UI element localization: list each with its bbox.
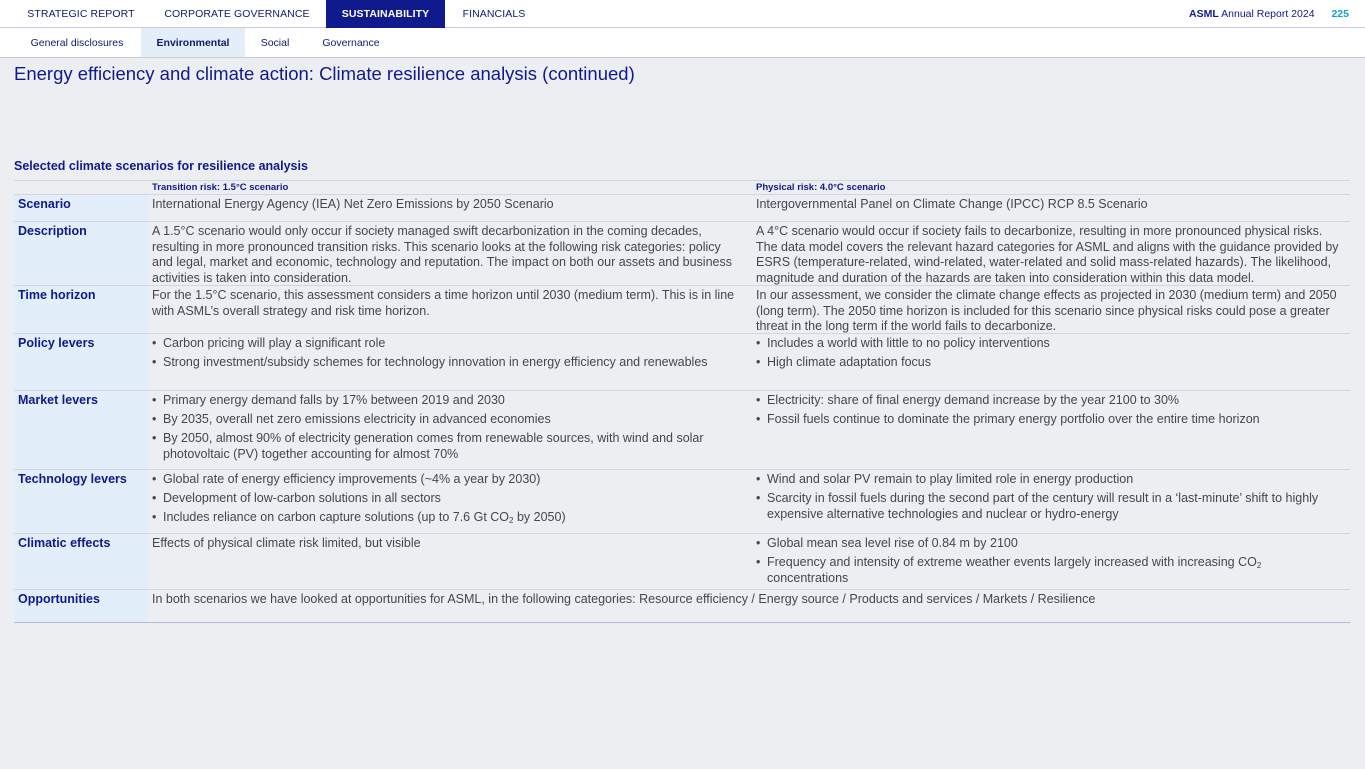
sub-navigation (0, 28, 1365, 58)
table-row-climatic-effects (14, 534, 1350, 590)
row-label: Climatic effects (14, 534, 149, 589)
weather-text: Frequency and intensity of extreme weather events largely increased with increasing CO (767, 555, 1257, 569)
list-item: • Fossil fuels continue to dominate the primary energy portfolio over the entire time horizon (756, 412, 1346, 428)
list-item: • By 2035, overall net zero emissions electricity in advanced economies (152, 412, 742, 428)
ccs-text-end: by 2050) (513, 510, 566, 524)
report-info (1189, 0, 1349, 29)
row-label: Time horizon (14, 286, 149, 333)
list-item: • High climate adaptation focus (756, 355, 1346, 371)
subtab-social[interactable]: Social (260, 37, 290, 49)
cell-transition: Effects of physical climate risk limited, but visible (152, 536, 421, 550)
cell-transition: International Energy Agency (IEA) Net Zero Emissions by 2050 Scenario (152, 197, 554, 211)
table-row-technology-levers (14, 470, 1350, 534)
list-item: • Wind and solar PV remain to play limited role in energy production (756, 472, 1346, 488)
cell-physical (756, 334, 1346, 374)
table-header (14, 180, 1350, 195)
cell-physical: A 4°C scenario would occur if society fails to decarbonize, resulting in more pronounced physical risks. The data model covers the relevant hazard categories for ASML and aligns with the guidance provided by ESRS (temperature-related, wind-related, water-related and solid mass-related hazards). The likelihood, magnitude and duration of the hazards are taken into consideration within this data model. (756, 224, 1339, 285)
brand-name: ASML (1189, 8, 1219, 20)
co2-subscript: 2 (509, 516, 514, 525)
tab-sustainability[interactable]: SUSTAINABILITY (326, 0, 445, 28)
table-row-market-levers (14, 391, 1350, 470)
ccs-text: Includes reliance on carbon capture solutions (up to 7.6 Gt CO (163, 510, 510, 524)
cell-physical: In our assessment, we consider the climate change effects as projected in 2030 (medium term) and 2050 (long term). The 2050 time horizon is included for this scenario since physical risks could pose a greater threat in the long term if the world fails to decarbonize. (756, 288, 1337, 333)
row-label: Opportunities (14, 590, 149, 623)
subtab-general-disclosures[interactable]: General disclosures (30, 37, 124, 49)
subtab-environmental[interactable]: Environmental (141, 28, 245, 57)
header-transition-risk: Transition risk: 1.5°C scenario (152, 182, 289, 193)
subtab-governance[interactable]: Governance (322, 37, 380, 49)
list-item: • By 2050, almost 90% of electricity generation comes from renewable sources, with wind and solar photovoltaic (PV) together accounting for almost 70% (152, 431, 742, 462)
row-label: Policy levers (14, 334, 149, 390)
cell-transition (152, 470, 742, 529)
cell-physical (756, 470, 1346, 526)
list-item: • Primary energy demand falls by 17% between 2019 and 2030 (152, 393, 742, 409)
cell-transition (152, 391, 742, 466)
cell-transition (152, 334, 742, 374)
list-item: • Strong investment/subsidy schemes for technology innovation in energy efficiency and renewables (152, 355, 742, 371)
page-title: Energy efficiency and climate action: Climate resilience analysis (continued) (14, 63, 635, 84)
list-item (756, 555, 1346, 586)
header-physical-risk: Physical risk: 4.0°C scenario (756, 182, 886, 193)
table-bottom-rule (14, 622, 1350, 623)
page-number: 225 (1331, 8, 1349, 20)
list-item: • Global rate of energy efficiency improvements (~4% a year by 2030) (152, 472, 742, 488)
list-item: • Development of low-carbon solutions in all sectors (152, 491, 742, 507)
cell-physical: Intergovernmental Panel on Climate Change (IPCC) RCP 8.5 Scenario (756, 197, 1148, 211)
tab-strategic-report[interactable]: STRATEGIC REPORT (27, 8, 135, 20)
list-item (152, 510, 742, 526)
report-title: Annual Report 2024 (1221, 8, 1315, 20)
list-item: • Scarcity in fossil fuels during the second part of the century will result in a ‘last-minute’ shift to highly expensive alternative technologies and nuclear or hydro-energy (756, 491, 1346, 522)
tab-corporate-governance[interactable]: CORPORATE GOVERNANCE (164, 8, 310, 20)
weather-text-end: concentrations (767, 570, 849, 585)
table-row-policy-levers (14, 334, 1350, 391)
section-title: Selected climate scenarios for resilience analysis (14, 159, 308, 173)
list-item: • Electricity: share of final energy demand increase by the year 2100 to 30% (756, 393, 1346, 409)
row-label: Market levers (14, 391, 149, 469)
tab-financials[interactable]: FINANCIALS (462, 8, 526, 20)
row-label: Description (14, 222, 149, 285)
co2-subscript: 2 (1256, 561, 1262, 570)
table-row-opportunities (14, 590, 1350, 623)
list-item: • Includes a world with little to no policy interventions (756, 336, 1346, 352)
top-navigation (0, 0, 1365, 28)
cell-physical (756, 391, 1346, 431)
cell-transition: A 1.5°C scenario would only occur if society managed swift decarbonization in the coming decades, resulting in more pronounced transition risks. This scenario looks at the following risk categories: policy and legal, market and economic, technology and reputation. The impact on both our assets and business activities is taken into consideration. (152, 224, 732, 285)
table-row-description (14, 222, 1350, 286)
scenario-table (14, 180, 1350, 623)
list-item: • Carbon pricing will play a significant role (152, 336, 742, 352)
list-item: • Global mean sea level rise of 0.84 m by 2100 (756, 536, 1346, 552)
row-label: Technology levers (14, 470, 149, 533)
cell-physical (756, 534, 1346, 590)
cell-opportunities: In both scenarios we have looked at opportunities for ASML, in the following categories: Resource efficiency / Energy source / Products and services / Markets / Resilience (152, 592, 1096, 606)
table-row-scenario (14, 195, 1350, 222)
cell-transition: For the 1.5°C scenario, this assessment considers a time horizon until 2030 (medium term). This is in line with ASML’s overall strategy and risk time horizon. (152, 288, 735, 318)
table-row-time-horizon (14, 286, 1350, 334)
row-label: Scenario (14, 195, 149, 221)
